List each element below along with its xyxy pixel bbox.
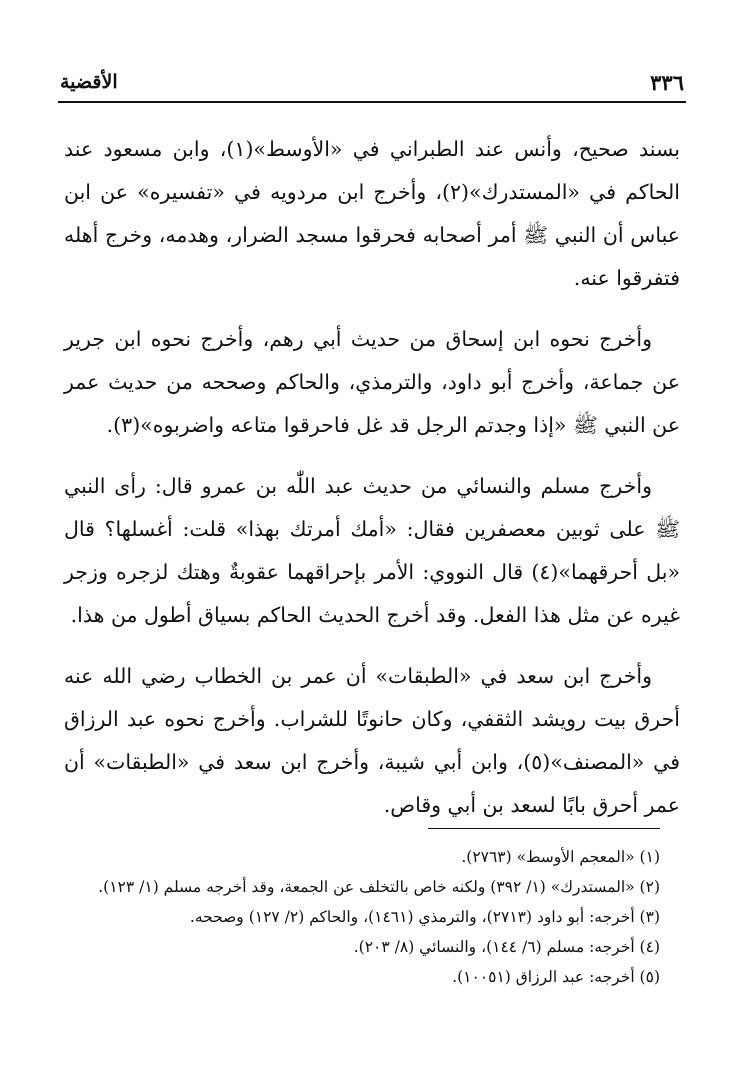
running-header xyxy=(60,66,684,98)
footnote-5: (٥) أخرجه: عبد الرزاق (١٠٠٥١). xyxy=(452,968,660,986)
header-rule xyxy=(58,101,686,103)
paragraph-3: وأخرج مسلم والنسائي من حديث عبد اللّٰه بن عمرو قال: رأى النبي ﷺ على ثوبين معصفرين فقال: «أمك أمرتك بهذا» قلت: أغسلها؟ قال «بل أحرقهما»(٤) قال النووي: الأمر بإحراقهما عقوبةٌ وهتك لزجره وزجر غيره عن مثل هذا الفعل. وقد أخرج الحديث الحاكم بسياق أطول من هذا. xyxy=(64,474,681,627)
chapter-title: الأقضية xyxy=(60,71,118,93)
footnote-separator xyxy=(428,828,660,829)
main-text xyxy=(64,128,680,827)
footnote-1: (١) «المعجم الأوسط» (٢٧٦٣). xyxy=(461,848,660,866)
footnote-2: (٢) «المستدرك» (١/ ٣٩٢) ولكنه خاص بالتخلف عن الجمعة، وقد أخرجه مسلم (١/ ١٢٣). xyxy=(98,878,660,896)
footnotes xyxy=(64,842,660,992)
footnote-4: (٤) أخرجه: مسلم (٦/ ١٤٤)، والنسائي (٨/ ٢٠٣). xyxy=(353,938,660,956)
paragraph-2: وأخرج نحوه ابن إسحاق من حديث أبي رهم، وأخرج نحوه ابن جرير عن جماعة، وأخرج أبو داود، والترمذي، والحاكم وصححه من حديث عمر عن النبي ﷺ «إذا وجدتم الرجل قد غل فاحرقوا متاعه واضربوه»(٣). xyxy=(64,327,680,437)
footnote-3: (٣) أخرجه: أبو داود (٢٧١٣)، والترمذي (١٤٦١)، والحاكم (٢/ ١٢٧) وصححه. xyxy=(189,908,660,926)
paragraph-1: بسند صحيح، وأنس عند الطبراني في «الأوسط»(١)، وابن مسعود عند الحاكم في «المستدرك»(٢)، وأخرج ابن مردويه في «تفسيره» عن ابن عباس أن النبي ﷺ أمر أصحابه فحرقوا مسجد الضرار، وهدمه، وخرج أهله فتفرقوا عنه. xyxy=(64,137,680,290)
paragraph-4: وأخرج ابن سعد في «الطبقات» أن عمر بن الخطاب رضي الله عنه أحرق بيت رويشد الثقفي، وكان حانوتًا للشراب. وأخرج نحوه عبد الرزاق في «المصنف»(٥)، وابن أبي شيبة، وأخرج ابن سعد في «الطبقات» أن عمر أحرق بابًا لسعد بن أبي وقاص. xyxy=(64,664,680,817)
page-number: ٣٣٦ xyxy=(650,69,684,95)
